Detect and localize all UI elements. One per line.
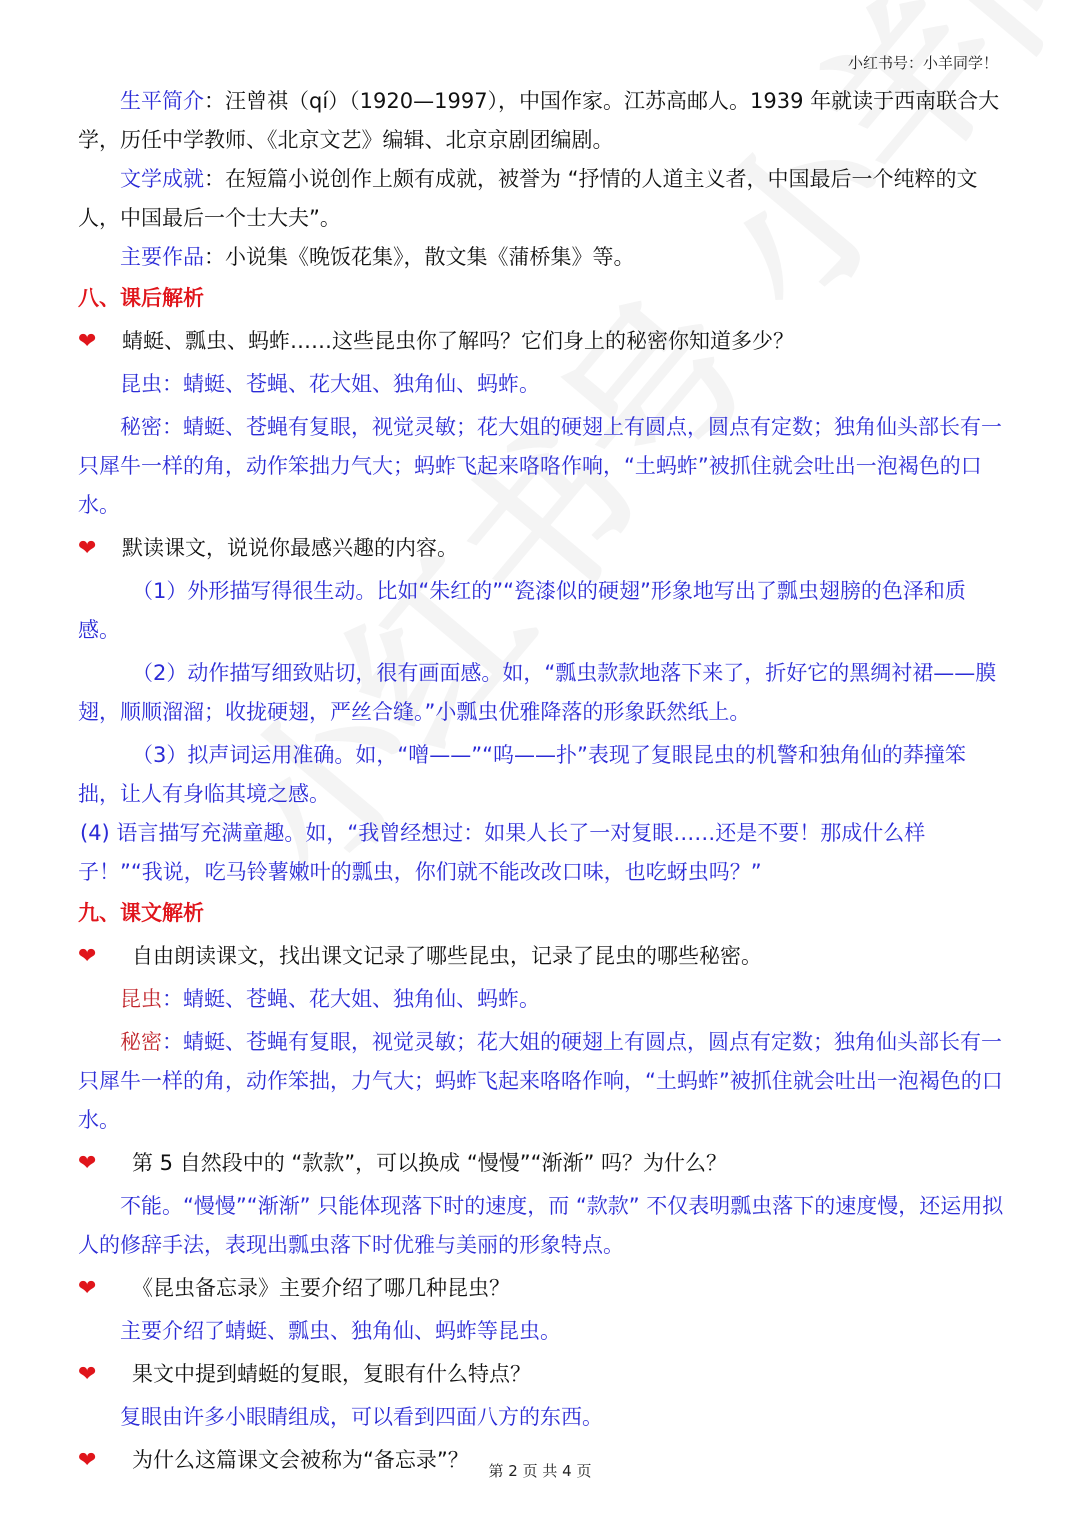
s9-question-5-text: 为什么这篇课文会被称为“备忘录”？ [132,1448,469,1472]
s8-answer-2c: （3）拟声词运用准确。如，“噌——”“呜——扑”表现了复眼昆虫的机警和独角仙的莽撞笨拙，让人有身临其境之感。 [78,743,966,806]
heart-icon: ❤ [78,329,97,354]
s9-answer-1a [78,980,1004,1019]
s9-answer-1b-text: ：蜻蜓、苍蝇有复眼，视觉灵敏；花大姐的硬翅上有圆点，圆点有定数；独角仙头部长有一只犀牛一样的角，动作笨拙，力气大；蚂蚱飞起来咯咯作响，“土蚂蚱”被抓住就会吐出一泡褐色的口水。 [78,1030,1003,1132]
s9-question-1 [78,937,1004,976]
section-8-heading: 八、课后解析 [78,286,204,310]
s8-answer-1a: 昆虫：蜻蜓、苍蝇、花大姐、独角仙、蚂蚱。 [120,372,540,396]
s9-answer-2: 不能。“慢慢”“渐渐” 只能体现落下时的速度，而 “款款” 不仅表明瓢虫落下的速度慢，还运用拟人的修辞手法，表现出瓢虫落下时优雅与美丽的形象特点。 [78,1194,1004,1257]
heart-icon: ❤ [78,1448,97,1473]
works-paragraph [78,238,1004,277]
s9-answer-1a-text: ：蜻蜓、苍蝇、花大姐、独角仙、蚂蚱。 [162,987,540,1011]
page-footer: 第 2 页 共 4 页 [488,1462,592,1480]
heart-icon: ❤ [78,536,97,561]
section-9-heading: 九、课文解析 [78,901,204,925]
s9-answer-1b [78,1023,1004,1140]
s9-answer-1b-label: 秘密 [120,1030,162,1054]
heart-icon: ❤ [78,1151,97,1176]
s9-question-1-text: 自由朗读课文，找出课文记录了哪些昆虫，记录了昆虫的哪些秘密。 [132,944,762,968]
s9-question-2 [78,1144,1004,1183]
works-text: ：小说集《晚饭花集》，散文集《蒲桥集》等。 [204,245,635,269]
s9-answer-4: 复眼由许多小眼睛组成，可以看到四面八方的东西。 [120,1405,603,1429]
bio-paragraph [78,82,1004,160]
s9-question-4-text: 果文中提到蜻蜓的复眼，复眼有什么特点？ [132,1362,531,1386]
s8-answer-1b: 秘密：蜻蜓、苍蝇有复眼，视觉灵敏；花大姐的硬翅上有圆点，圆点有定数；独角仙头部长有一只犀牛一样的角，动作笨拙力气大；蚂蚱飞起来咯咯作响，“土蚂蚱”被抓住就会吐出一泡褐色的口水。 [78,415,1002,517]
s9-answer-1a-label: 昆虫 [120,987,162,1011]
s8-question-2-text: 默读课文，说说你最感兴趣的内容。 [122,536,458,560]
s8-answer-2a: （1）外形描写得很生动。比如“朱红的”“瓷漆似的硬翅”形象地写出了瓢虫翅膀的色泽和质感。 [78,579,966,642]
heart-icon: ❤ [78,944,97,969]
achievement-label: 文学成就 [120,167,204,191]
s8-question-1-text: 蜻蜓、瓢虫、蚂蚱……这些昆虫你了解吗？它们身上的秘密你知道多少？ [122,329,794,353]
s9-question-3 [78,1269,1004,1308]
s9-question-3-text: 《昆虫备忘录》主要介绍了哪几种昆虫？ [132,1276,510,1300]
s8-answer-2b: （2）动作描写细致贴切，很有画面感。如，“瓢虫款款地落下来了，折好它的黑绸衬裙——膜翅，顺顺溜溜；收拢硬翅，严丝合缝。”小瓢虫优雅降落的形象跃然纸上。 [78,661,997,724]
s8-answer-2d: (4) 语言描写充满童趣。如，“我曾经想过：如果人长了一对复眼……还是不要！那成什么样子！”“我说，吃马铃薯嫩叶的瓢虫，你们就不能改改口味，也吃蚜虫吗？” [78,821,926,884]
s8-question-2 [78,529,1004,568]
heart-icon: ❤ [78,1362,97,1387]
page-content [78,82,1004,1480]
s9-question-4 [78,1355,1004,1394]
s9-question-2-text: 第 5 自然段中的 “款款”，可以换成 “慢慢”“渐渐” 吗？为什么？ [132,1151,728,1175]
heart-icon: ❤ [78,1276,97,1301]
achievement-paragraph [78,160,1004,238]
header-note: 小红书号：小羊同学！ [847,54,998,72]
bio-label: 生平简介 [120,89,204,113]
s9-answer-3: 主要介绍了蜻蜓、瓢虫、独角仙、蚂蚱等昆虫。 [120,1319,561,1343]
works-label: 主要作品 [120,245,204,269]
s8-question-1 [78,322,1004,361]
bio-text: ：汪曾祺（qí）（1920—1997），中国作家。江苏高邮人。1939 年就读于西南联合大学，历任中学教师、《北京文艺》编辑、北京京剧团编剧。 [78,89,1000,152]
achievement-text: ：在短篇小说创作上颇有成就，被誉为 “抒情的人道主义者，中国最后一个纯粹的文人，中国最后一个士大夫”。 [78,167,978,230]
